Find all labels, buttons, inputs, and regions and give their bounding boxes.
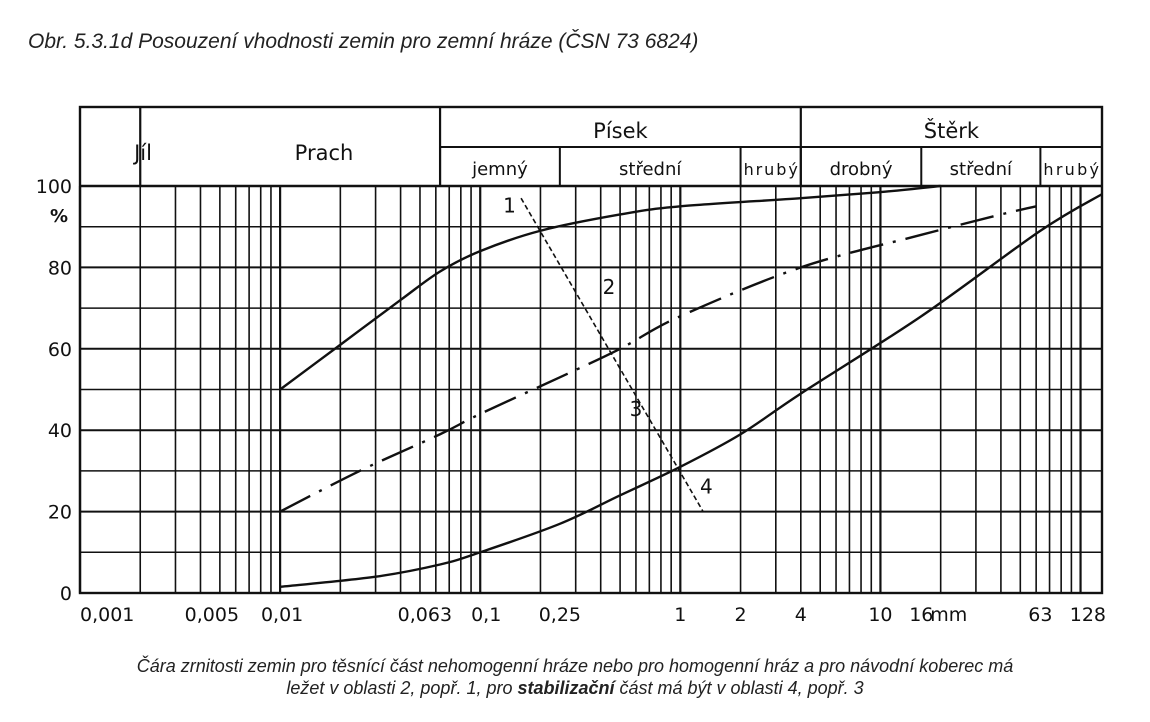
x-tick-label: 16 (909, 604, 934, 626)
x-tick-label: 1 (674, 604, 687, 626)
header-subgroup-label: hrubý (743, 160, 798, 179)
x-tick-label: 0,063 (397, 604, 453, 626)
y-tick-label: 0 (59, 583, 72, 605)
figure-caption (0, 655, 1150, 699)
header-group-label: Písek (593, 119, 648, 143)
x-tick-label: 2 (734, 604, 747, 626)
y-tick-label: 40 (47, 420, 72, 443)
header-subgroup-label: drobný (829, 159, 893, 180)
grading-curve-2 (280, 206, 1036, 511)
figure-title: Obr. 5.3.1d Posouzení vhodnosti zemin pro zemní hráze (ČSN 73 6824) (28, 30, 699, 53)
header-group-label: Prach (294, 141, 354, 165)
caption-line-2-end: část má být v oblasti 4, popř. 3 (614, 678, 864, 698)
region-label: 2 (602, 274, 616, 299)
x-tick-label: 10 (868, 604, 893, 626)
x-axis-unit: mm (930, 604, 968, 626)
header-group-label: Jíl (134, 141, 152, 165)
grading-curves (280, 186, 1102, 587)
region-label: 4 (700, 474, 713, 499)
y-tick-label: 100 (35, 176, 72, 198)
x-tick-label: 0,01 (260, 604, 304, 626)
horizontal-grid (80, 186, 1102, 593)
region-label: 1 (503, 193, 516, 218)
header-subgroup-label: hrubý (1043, 160, 1100, 179)
x-tick-label: 0,001 (80, 604, 135, 626)
y-tick-label: 20 (47, 501, 72, 524)
caption-line-2-bold: stabilizační (517, 678, 615, 698)
x-tick-label: 0,1 (471, 604, 502, 626)
x-tick-label: 4 (794, 604, 807, 626)
x-tick-label: 0,25 (538, 604, 582, 626)
caption-line-1: Čára zrnitosti zemin pro těsnící část nehomogenní hráze nebo pro homogenní hráz a pro návodní koberec má (136, 656, 1014, 676)
caption-line-2-start: ležet v oblasti 2, popř. 1, pro (286, 678, 518, 698)
y-tick-label: 80 (47, 257, 72, 280)
y-axis-unit: % (50, 206, 69, 227)
region-divider-line (521, 198, 703, 511)
header-subgroup-label: střední (949, 159, 1013, 180)
y-tick-label: 60 (47, 338, 72, 361)
header-subgroup-label: střední (619, 159, 682, 180)
grading-curve-3 (280, 194, 1102, 587)
x-tick-label: 128 (1069, 604, 1106, 626)
header-group-label: Štěrk (923, 119, 980, 143)
caption-line-2 (0, 677, 1150, 699)
header-subgroup-label: jemný (472, 159, 528, 180)
axis-labels (36, 176, 1106, 626)
region-label: 3 (629, 396, 643, 421)
x-tick-label: 0,005 (184, 604, 240, 626)
x-tick-label: 63 (1028, 604, 1053, 626)
